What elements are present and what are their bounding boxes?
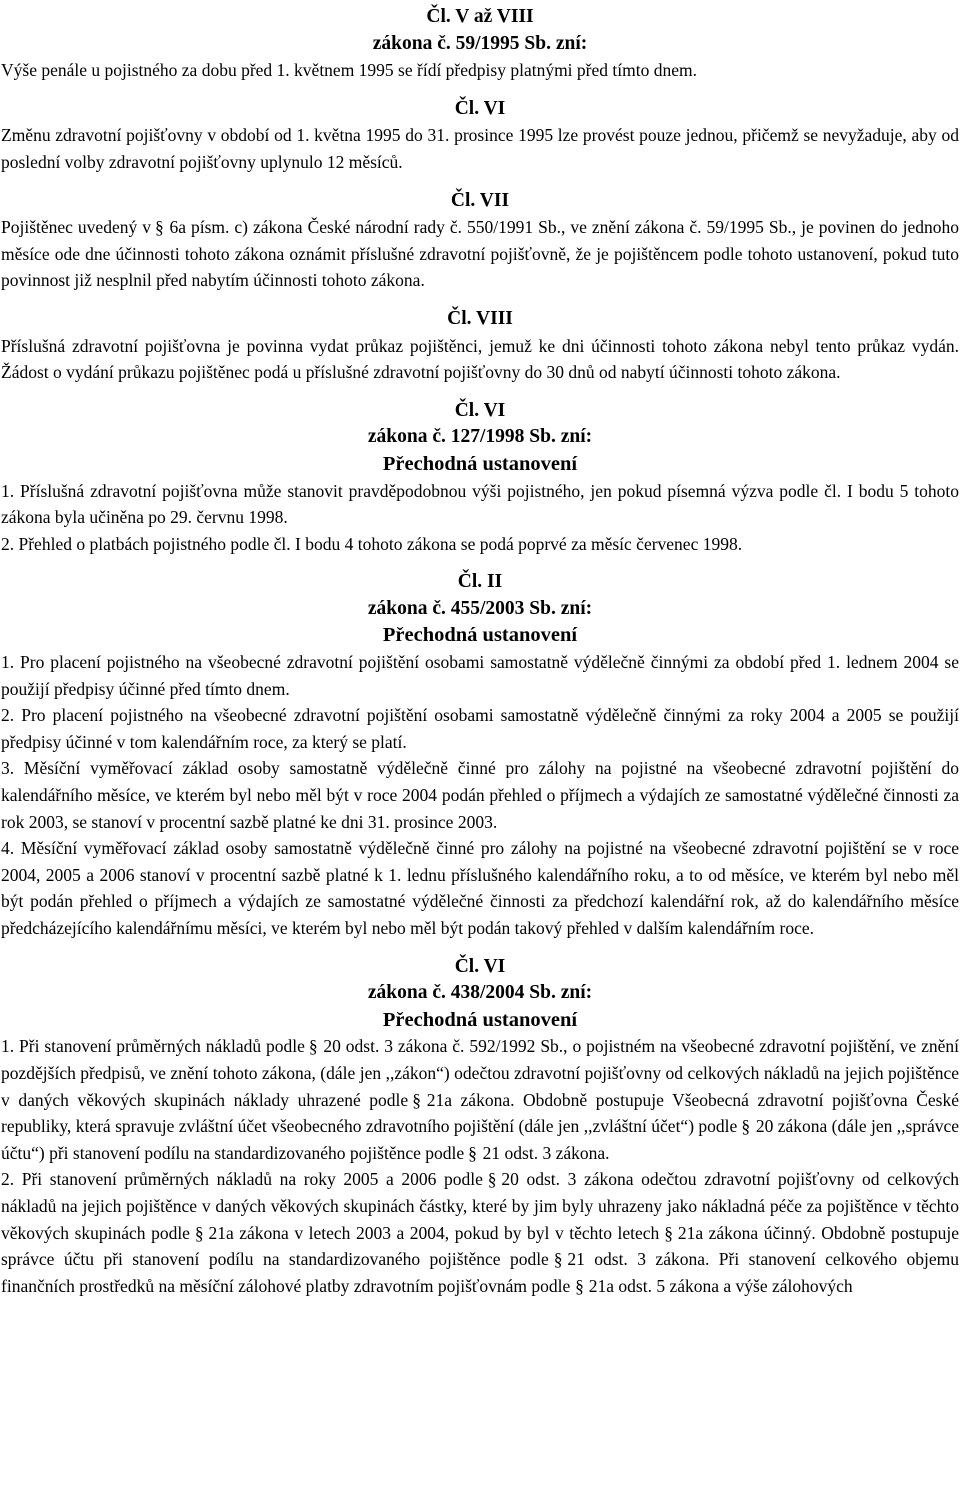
section-sign: § bbox=[575, 1275, 584, 1296]
section-438-2004 bbox=[1, 954, 959, 1300]
paragraph: Příslušná zdravotní pojišťovna je povinna vydat průkaz pojištěnci, jemuž ke dni účinnosti tohoto zákona nebyl tento průkaz vydán. Žádost o vydání průkazu pojištěnec podá u příslušné zdravotní pojišťovny do 30 dnů od nabytí účinnosti tohoto zákona. bbox=[1, 335, 959, 383]
section-sign: § bbox=[664, 1222, 673, 1243]
section-sign: § bbox=[553, 1249, 563, 1270]
paragraph-text: 1. Při stanovení průměrných nákladů podle bbox=[1, 1036, 305, 1057]
article-heading: Čl. VII bbox=[450, 189, 510, 211]
paragraph-text: 21a zákona. Obdobně postupuje Všeobecná zdravotní pojišťovna České republiky, která spravuje zvláštní účet všeobecného zdravotního pojištění (dále jen ,,zvláštní účet“) podle bbox=[1, 1089, 959, 1137]
section-sign: § bbox=[412, 1089, 421, 1110]
paragraph bbox=[1, 214, 959, 294]
transitional-heading: Přechodná ustanovení bbox=[382, 624, 578, 647]
paragraph-text: 21a zákona účinný. Obdobně postupuje správce účtu při stanovení podílu na standardizovaného pojištěnce podle bbox=[1, 1222, 959, 1270]
paragraph: 4. Měsíční vyměřovací základ osoby samostatně výdělečně činné pro zálohy na pojistné na všeobecné zdravotní pojištění se v roce 2004, 2005 a 2006 stanoví v procentní sazbě platné k 1. lednu příslušného kalendářního roku, a to od měsíce, ve kterém byl nebo měl být podán přehled o příjmech a výdajích ze samostatné výdělečné činnosti za předchozí kalendářní rok, až do kalendářního měsíce předcházejícího kalendářnímu měsíci, ve kterém byl nebo měl být podán takový přehled v dalším kalendářním roce. bbox=[1, 838, 959, 938]
paragraph bbox=[1, 1033, 959, 1166]
paragraph-text: 6a písm. c) zákona České národní rady č. 550/1991 Sb., ve znění zákona č. 59/1995 Sb., je povinen do jednoho měsíce ode dne účinnosti tohoto zákona oznámit příslušné zdravotní pojišťovně, že je pojištěncem podle tohoto ustanovení, pokud tuto povinnost již nesplnil před nabytím účinnosti tohoto zákona. bbox=[1, 217, 959, 291]
paragraph-text: Pojištěnec uvedený v bbox=[1, 217, 151, 238]
paragraph: Změnu zdravotní pojišťovny v období od 1. května 1995 do 31. prosince 1995 lze provést pouze jednou, přičemž se nevyžaduje, aby od poslední volby zdravotní pojišťovny uplynulo 12 měsíců. bbox=[1, 125, 959, 172]
transitional-heading: Přechodná ustanovení bbox=[382, 452, 578, 475]
section-sign: § bbox=[194, 1222, 204, 1243]
paragraph: 2. Pro placení pojistného na všeobecné zdravotní pojištění osobami samostatně výdělečně činnými za roky 2004 a 2005 se použijí předpisy účinné v tom kalendářním roce, za který se platí. bbox=[1, 705, 959, 752]
section-127-1998 bbox=[1, 398, 959, 558]
article-heading: Čl. VI bbox=[454, 399, 506, 421]
section-sign: § bbox=[741, 1116, 751, 1137]
transitional-heading: Přechodná ustanovení bbox=[382, 1008, 578, 1031]
law-heading: zákona č. 455/2003 Sb. zní: bbox=[367, 597, 593, 619]
paragraph-text: 2. Při stanovení průměrných nákladů na roky 2005 a 2006 podle bbox=[1, 1169, 483, 1190]
paragraph: 2. Přehled o platbách pojistného podle čl. I bodu 4 tohoto zákona se podá poprvé za měsíc červenec 1998. bbox=[1, 533, 743, 554]
section-455-2003 bbox=[1, 569, 959, 941]
paragraph-text: 20 odst. 3 zákona odečtou zdravotní pojišťovny od celkových nákladů na jejich pojištěnce v daných věkových skupinách částky, které by jim byly uhrazeny jako nákladná péče za pojištěnce v těchto věkových skupinách podle bbox=[1, 1169, 959, 1243]
section-cl-vi-59 bbox=[1, 96, 959, 176]
paragraph-text: 21 odst. 3 zákona. bbox=[482, 1142, 610, 1163]
paragraph: 3. Měsíční vyměřovací základ osoby samostatně výdělečně činné pro zálohy na pojistné na všeobecné zdravotní pojištění do kalendářního měsíce, ve kterém byl nebo měl být v roce 2004 podán přehled o příjmech a výdajích ze samostatné výdělečné činnosti za rok 2003, se stanoví v procentní sazbě platné ke dni 31. prosince 2003. bbox=[1, 758, 959, 832]
paragraph: Výše penále u pojistného za dobu před 1. květnem 1995 se řídí předpisy platnými před tímto dnem. bbox=[1, 60, 697, 81]
section-sign: § bbox=[468, 1142, 477, 1163]
article-heading: Čl. VI bbox=[454, 97, 506, 119]
law-heading: zákona č. 438/2004 Sb. zní: bbox=[367, 982, 593, 1004]
section-cl-vii bbox=[1, 188, 959, 294]
section-cl-viii bbox=[1, 306, 959, 386]
paragraph-text: 21a zákona v letech 2003 a 2004, pokud by byl v těchto letech bbox=[208, 1222, 660, 1243]
article-heading: Čl. V až VIII bbox=[426, 6, 534, 27]
section-sign: § bbox=[308, 1036, 318, 1057]
section-cl-v-viii bbox=[1, 4, 959, 84]
law-heading: zákona č. 59/1995 Sb. zní: bbox=[372, 32, 588, 54]
paragraph-text: 21 odst. 3 zákona. Při stanovení celkového objemu finančních prostředků na měsíční zálohové platby zdravotním pojišťovnám podle bbox=[1, 1249, 959, 1296]
paragraph-text: 20 odst. 3 zákona č. 592/1992 Sb., o pojistném na všeobecné zdravotní pojištění, ve znění pozdějších předpisů, ve znění tohoto zákona, (dále jen ,,zákon“) odečtou zdravotní pojišťovny od celkových nákladů na jejich pojištěnce v daných věkových skupinách náklady uhrazené podle bbox=[1, 1036, 959, 1110]
law-heading: zákona č. 127/1998 Sb. zní: bbox=[367, 426, 593, 448]
paragraph: 1. Pro placení pojistného na všeobecné zdravotní pojištění osobami samostatně výdělečně činnými za období před 1. lednem 2004 se použijí předpisy účinné před tímto dnem. bbox=[1, 652, 959, 699]
article-heading: Čl. II bbox=[457, 571, 503, 593]
paragraph-text: 20 zákona (dále jen ,,správce účtu“) při stanovení podílu na standardizovaného pojištěnce podle bbox=[1, 1116, 959, 1163]
paragraph-text: 21a odst. 5 zákona a výše zálohových bbox=[588, 1275, 853, 1296]
paragraph: 1. Příslušná zdravotní pojišťovna může stanovit pravděpodobnou výši pojistného, jen pokud písemná výzva podle čl. I bodu 5 tohoto zákona byla učiněna po 29. červnu 1998. bbox=[1, 480, 959, 528]
article-heading: Čl. VIII bbox=[447, 307, 513, 329]
section-sign: § bbox=[487, 1169, 497, 1190]
article-heading: Čl. VI bbox=[454, 955, 506, 977]
paragraph bbox=[1, 1166, 959, 1299]
section-sign: § bbox=[154, 217, 164, 238]
